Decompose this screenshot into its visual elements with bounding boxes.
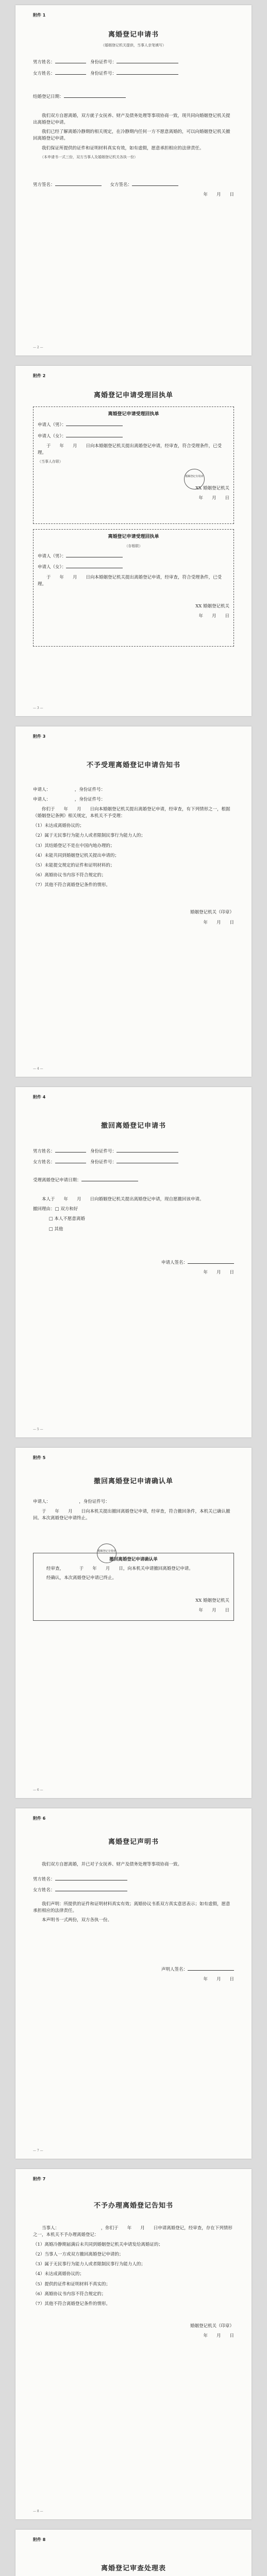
reason-item: （2）属于无民事行为能力人或者限制民事行为能力人的； [33,833,145,839]
page-8 [15,2530,252,2576]
annex-label: 附件 1 [33,13,46,18]
page-title: 不予办理离婚登记告知书 [93,2202,173,2210]
page-title: 离婚登记审查处理表 [101,2565,166,2573]
page-subtitle: （婚姻登记机关提供，当事人亲笔填写） [101,43,166,47]
receipt-box-stub [33,529,234,647]
body-paragraph: 于 年 月 日向本机关提出撤回离婚登记申请，经审查，符合撤回条件，本机关已确认撤回。本次离婚登记申请终止。 [33,1509,230,1521]
signature-line: 申请人签名： [33,1259,234,1266]
page-number: — 6 — [33,1788,43,1792]
reason-item: （5）未能提交规定的证件和证明材料的； [33,862,115,868]
date-line: 年 月 日 [203,2333,234,2339]
body-paragraph: 本人于 年 月 日向婚姻登记机关提出离婚登记申请，现自愿撤回该申请。 [42,1197,204,1202]
reason-option: 撤回理由：□ 双方和好 [33,1207,78,1212]
receipt-date: 年 月 日 [198,496,229,501]
page-title: 不予受理离婚登记申请告知书 [86,761,180,770]
receipt-org: XX 婚姻登记机关 [195,486,229,491]
confirmation-title: 撤回离婚登记申请确认单 [109,1557,158,1563]
page-number: — 4 — [33,1067,43,1071]
reason-item: （1）离婚冷静期届满后未共同到婚姻登记机关申请发给离婚证的； [33,2242,163,2247]
form-line: 女方姓名： [33,1886,234,1894]
confirmation-box [33,1553,234,1621]
page-title: 离婚登记申请书 [108,31,159,39]
page-7 [15,2169,252,2519]
confirmation-text: 经审查， 于 年 月 日，向本机关申请撤回离婚登记申请。 [46,1566,193,1572]
reason-option: □ 其他 [48,1226,63,1232]
form-line: 受理离婚登记申请日期： [33,1176,234,1184]
page-2 [15,366,252,716]
receipt-line: 申请人（男）： [38,421,229,429]
body-paragraph: 我们双方自愿离婚，并已对子女抚养、财产及债务处理等事项协商一致。 [42,1861,182,1867]
stub-title: 离婚登记申请受理回执单 [108,534,159,539]
date-line: 年 月 日 [203,920,234,925]
body-paragraph: 我们双方自愿离婚，双方就子女抚养、财产及债务处理等事项协商一致，现共同向婚姻登记机关提出离婚登记申请。 [33,113,230,126]
confirmation-date: 年 月 日 [198,1607,229,1613]
form-line: 结婚登记日期： [33,93,234,100]
page-1 [15,5,252,355]
issuer: 婚姻登记机关（印章） [190,2324,234,2329]
annex-label: 附件 8 [33,2537,46,2542]
signature-line: 男方签名： 女方签名： [33,181,234,189]
annex-label: 附件 7 [33,2177,46,2181]
stub-text: 于 年 月 日向本婚姻登记机关提出离婚登记申请，经审查，符合受理条件，已受理。 [38,574,222,587]
confirmation-text: 经确认，本次离婚登记申请已终止。 [46,1575,117,1581]
annex-label: 附件 6 [33,1816,46,1821]
stub-date: 年 月 日 [198,614,229,619]
page-number: — 3 — [33,706,43,710]
reason-item: （7）其他不符合离婚登记条件的情形。 [33,883,110,888]
confirmation-org: XX 婚姻登记机关 [195,1598,229,1603]
reason-item: （2）当事人一方或双方撤回离婚登记申请的； [33,2252,124,2258]
body-paragraph: 我们保证所提供的证件和证明材料真实有效，如有虚假，愿意承担相应的法律责任。 [42,145,204,151]
reason-item: （6）离婚协议书内容不符合规定的； [33,2291,106,2297]
form-line: 男方姓名： [33,1875,234,1883]
body-paragraph: 我们声明：所提供的证件和证明材料真实有效；离婚协议书系双方真实意思表示；如有虚假，愿意承担相应的法律责任。 [33,1902,230,1914]
form-line: 女方姓名： 身份证件号： [33,70,234,77]
date-line: 年 月 日 [203,192,234,197]
applicant-line: 申请人： ，身份证件号： [33,1499,110,1504]
page-number: — 7 — [33,2149,43,2153]
page-3 [15,726,252,1077]
seal-stamp: 婚姻登记专用章 [184,469,205,489]
note: （本申请书一式三份，双方当事人及婚姻登记机关各执一份） [40,155,138,159]
page-title: 撤回离婚登记申请确认单 [93,1478,173,1486]
page-title: 离婚登记声明书 [108,1838,159,1846]
annex-label: 附件 2 [33,374,46,378]
reason-item: （6）离婚协议书内容不符合规定的； [33,873,106,878]
page-number: — 2 — [33,346,43,349]
page-5 [15,1448,252,1798]
page-4 [15,1087,252,1437]
receipt-copy: （当事人存联） [38,460,63,464]
reason-item: （7）其他不符合离婚登记条件的情形。 [33,2301,110,2307]
annex-label: 附件 4 [33,1095,46,1099]
page-6 [15,1808,252,2159]
date-line: 年 月 日 [203,1269,234,1275]
page-title: 撤回离婚登记申请书 [101,1122,166,1130]
body-paragraph: 你们于 年 月 日向本婚姻登记机关提出离婚登记申请，经审查，有下列情形之一，根据《婚姻登记条例》相关规定，本机关不予受理： [33,806,230,819]
reason-item: （4）未能共同到婚姻登记机关提出申请的； [33,853,119,858]
form-line: 女方姓名： 身份证件号： [33,1158,234,1166]
page-number: — 8 — [33,2510,43,2513]
applicant-line: 申请人： ，身份证件号： [33,787,106,792]
receipt-title: 离婚登记申请受理回执单 [108,411,159,417]
seal-stamp: 婚姻登记专用章 [97,1544,116,1563]
issuer: 婚姻登记机关（印章） [190,910,234,916]
stub-line: 申请人（男）： [38,552,229,560]
form-line: 男方姓名： 身份证件号： [33,58,234,66]
page-number: — 5 — [33,1428,43,1431]
stub-copy: （存根联） [124,544,143,549]
receipt-box [33,406,234,524]
form-line: 男方姓名： 身份证件号： [33,1147,234,1155]
reason-item: （5）提供的证件和证明材料不真实的； [33,2281,110,2287]
stub-org: XX 婚姻登记机关 [195,604,229,609]
reason-item: （1）未达成离婚协议的； [33,823,84,829]
reason-item: （4）未达成离婚协议的； [33,2272,84,2277]
receipt-line: 申请人（女）： [38,432,229,440]
receipt-text: 于 年 月 日向本婚姻登记机关提出离婚登记申请，经审查，符合受理条件，已受理。 [38,443,222,455]
reason-option: □ 本人不愿意离婚 [48,1216,85,1222]
signature-line: 声明人签名： [33,1965,234,1973]
body-paragraph: 当事人： ，你们于 年 月 日申请离婚登记，经审查，存在下列情形之一，本机关不予办理离婚登记： [33,2225,232,2238]
reason-item: （3）属于无民事行为能力人或者限制民事行为能力人的； [33,2262,145,2267]
annex-label: 附件 5 [33,1455,46,1460]
body-paragraph: 本声明书一式两份，双方各执一份。 [42,1918,112,1923]
reason-item: （3）其结婚登记不是在中国内地办理的； [33,843,115,849]
page-title: 离婚登记申请受理回执单 [93,392,173,400]
date-line: 年 月 日 [203,1976,234,1982]
stub-line: 申请人（女）： [38,563,229,571]
body-paragraph: 我们已经了解离婚冷静期的相关规定，在冷静期内任何一方不愿意离婚的，可以向婚姻登记机关撤回离婚登记申请。 [33,129,230,142]
applicant-line: 申请人： ，身份证件号： [33,796,106,802]
annex-label: 附件 3 [33,734,46,739]
